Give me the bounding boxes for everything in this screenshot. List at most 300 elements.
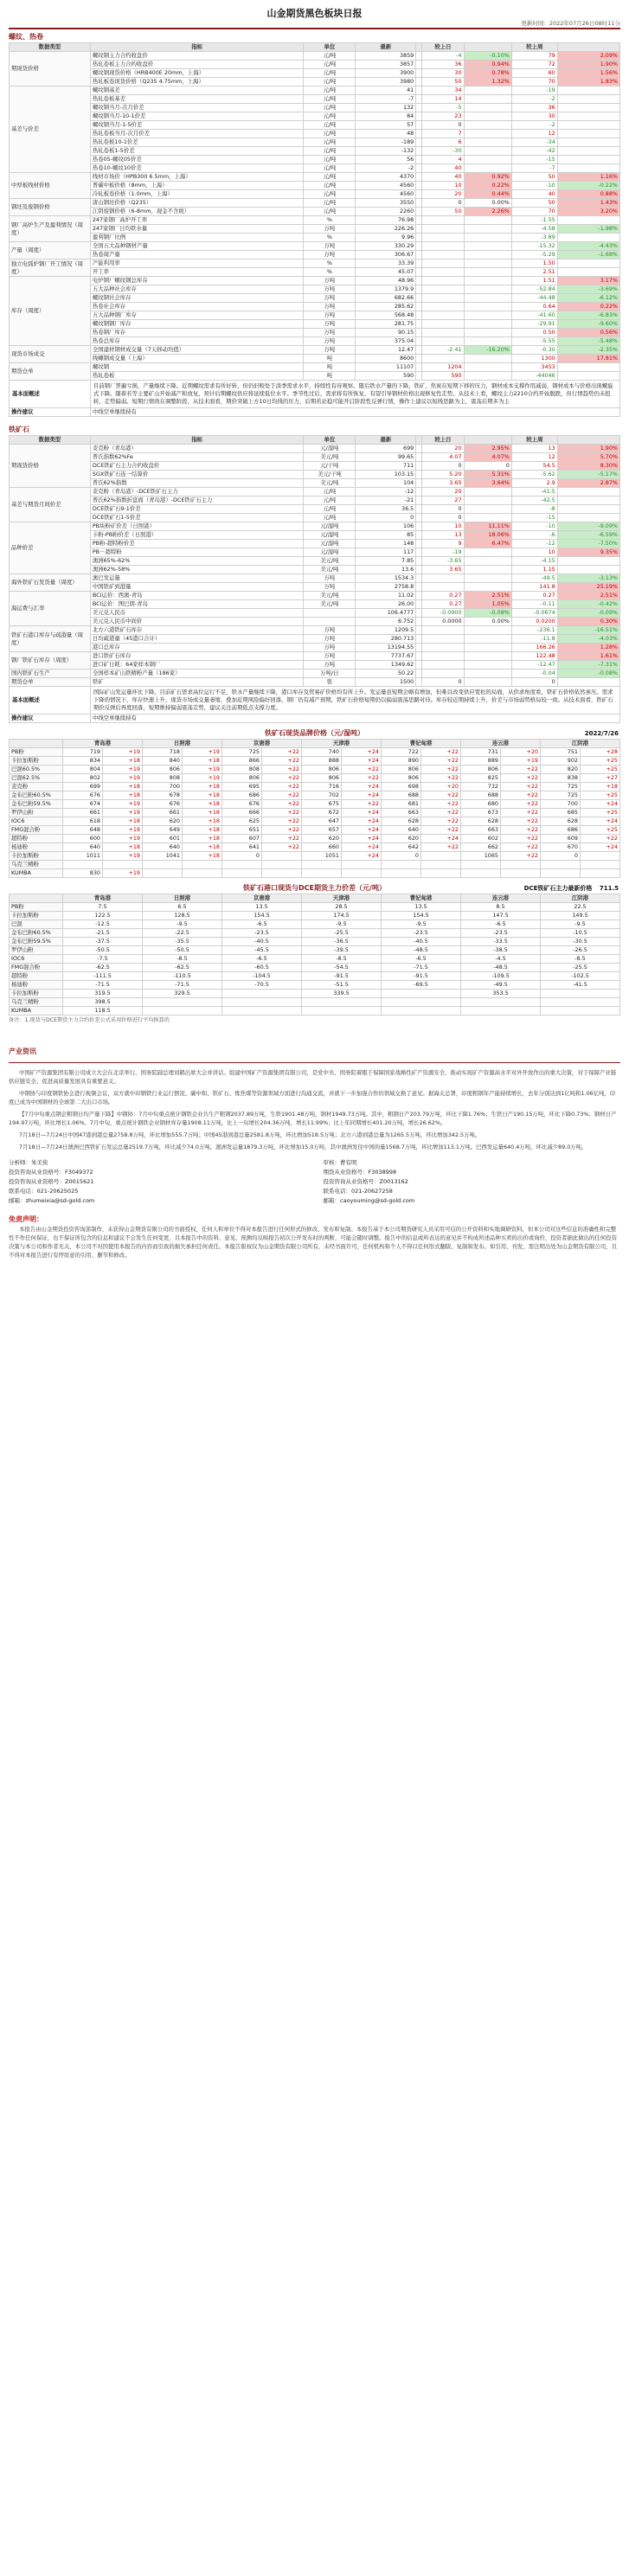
iron-daily-change: 10 [422, 522, 464, 531]
port-price-change: +22 [501, 791, 541, 800]
steel-weekly-change: -4.58 [511, 225, 557, 234]
port-price-value [302, 869, 342, 878]
brand-col-header [10, 894, 63, 903]
steel-unit: 万吨 [304, 285, 356, 294]
brand-name: 超特粉 [10, 972, 63, 981]
steel-weekly-pct: -1.68% [557, 251, 619, 260]
steel-indicator: 热轧卷板1-5价差 [90, 147, 304, 156]
steel-daily-change [422, 216, 464, 225]
steel-weekly-change: 1.51 [511, 277, 557, 285]
steel-weekly-pct [557, 112, 619, 121]
spacer-cell [416, 635, 422, 644]
steel-daily-pct: 0.00% [464, 199, 511, 208]
iron-weekly-change: -8 [511, 505, 557, 514]
port-price-value: 740 [302, 748, 342, 757]
port-price-row [10, 757, 620, 766]
port-basis-value: -48.5 [382, 946, 461, 955]
port-price-value: 663 [382, 809, 421, 817]
iron-daily-pct [464, 583, 511, 592]
steel-unit: 万吨 [304, 242, 356, 251]
port-price-value: 699 [63, 783, 103, 791]
port-price-change: +22 [262, 800, 302, 809]
port-price-value: 602 [461, 835, 501, 843]
port-price-change: +22 [501, 843, 541, 852]
iron-latest: 106.4777 [356, 609, 416, 618]
port-price-value: 0 [541, 852, 581, 861]
iron-daily-change: 3.65 [422, 566, 464, 574]
port-price-change: +22 [262, 766, 302, 774]
port-price-value: 686 [541, 826, 581, 835]
analyst-license-2: 投资咨询从业资格号：Z0015621 [9, 1178, 94, 1185]
port-basis-value: -7.5 [63, 955, 143, 964]
iron-daily-pct [464, 626, 511, 635]
iron-indicator: 铁矿 [90, 678, 304, 687]
steel-unit: 元/吨 [304, 95, 356, 104]
analyst-email[interactable]: 邮箱：zhumeixia@sd-gold.com [9, 1197, 95, 1204]
steel-latest: 281.75 [356, 320, 416, 329]
iron-weekly-change: -15 [511, 514, 557, 522]
spacer-cell [416, 138, 422, 147]
iron-latest: 99.65 [356, 453, 416, 462]
iron-weekly-pct [557, 505, 619, 514]
spacer-cell [416, 277, 422, 285]
port-price-value: 806 [461, 766, 501, 774]
iron-trade-label: 操作建议 [10, 714, 91, 723]
spacer-cell [416, 618, 422, 626]
report-title: 山金期货黑色板块日报 [266, 8, 363, 19]
steel-weekly-change: -42 [511, 147, 557, 156]
port-basis-row [10, 929, 620, 938]
port-price-value: 676 [143, 800, 183, 809]
port-basis-value: 339.5 [302, 990, 382, 998]
iron-daily-change: 5.20 [422, 471, 464, 479]
port-price-date: 2022/7/26 [584, 730, 619, 737]
port-price-change: +22 [501, 800, 541, 809]
brand-name: 金布巴粉59.5% [10, 800, 63, 809]
spacer-cell [416, 652, 422, 661]
port-basis-value: -48.5 [461, 964, 541, 972]
steel-unit: 万吨 [304, 320, 356, 329]
steel-daily-change: 0 [422, 199, 464, 208]
steel-weekly-pct [557, 130, 619, 138]
port-price-value: 675 [302, 800, 342, 809]
steel-weekly-change: 70 [511, 208, 557, 216]
port-price-table [9, 739, 620, 878]
iron-weekly-change: 13 [511, 445, 557, 453]
iron-data-row [10, 609, 620, 618]
steel-daily-change: -30 [422, 147, 464, 156]
steel-indicator: 冷轧板卷价格（1.0mm，上海） [90, 190, 304, 199]
iron-indicator: 普氏62%指数折盘面（青岛港）-DCE铁矿石主力 [90, 497, 304, 505]
port-price-header [10, 740, 620, 748]
industry-paragraph: 中国矿产资源集团有限公司成立大会在北京举行。国务院副总理刘鹤出席大会并讲话。组建中国矿产资源集团有限公司，是党中央、国务院着眼于保障国家战略性矿产资源安全，推动实现矿产资源高水平对外开放作出的重大决策，对于保障产业链供应链安全、促进高质量发展具有重要意义。 [9, 1069, 617, 1085]
iron-unit: 美元/吨 [304, 453, 356, 462]
steel-weekly-change: 36 [511, 104, 557, 112]
port-price-change: +22 [501, 852, 541, 861]
port-basis-value: -36.5 [302, 938, 382, 946]
port-basis-value: -50.5 [63, 946, 143, 955]
spacer-cell [416, 69, 422, 78]
port-price-change: +19 [103, 774, 143, 783]
steel-unit: % [304, 234, 356, 242]
steel-unit: 元/吨 [304, 112, 356, 121]
reviewer-email[interactable]: 邮箱：caoyouming@sd-gold.com [323, 1197, 415, 1204]
port-price-change: +22 [262, 748, 302, 757]
steel-data-row [10, 329, 620, 337]
port-basis-value: -9.5 [143, 920, 222, 929]
brand-name: FMG混合粉 [10, 826, 63, 835]
port-basis-value: -62.5 [63, 964, 143, 972]
port-basis-value: 28.5 [302, 903, 382, 912]
port-price-change: +22 [421, 800, 461, 809]
steel-data-row [10, 138, 620, 147]
port-price-value: 660 [302, 843, 342, 852]
steel-indicator: 产能利用率 [90, 260, 304, 268]
brand-col-header [10, 740, 63, 748]
port-basis-value: -25.5 [302, 929, 382, 938]
steel-daily-pct [464, 121, 511, 130]
iron-daily-pct: 1.05% [464, 600, 511, 609]
brand-name: KUMBA [10, 869, 63, 878]
port-basis-value: -60.5 [222, 964, 302, 972]
port-price-value: 676 [222, 800, 262, 809]
iron-daily-pct [464, 488, 511, 497]
steel-daily-change [422, 277, 464, 285]
steel-weekly-change: 2.51 [511, 268, 557, 277]
port-basis-value: -6.5 [222, 920, 302, 929]
spacer-cell [416, 609, 422, 618]
steel-latest: 4370 [356, 173, 416, 182]
steel-latest: 568.48 [356, 311, 416, 320]
spacer-cell [416, 78, 422, 87]
steel-daily-pct [464, 260, 511, 268]
steel-daily-pct: 0.78% [464, 69, 511, 78]
steel-data-row [10, 156, 620, 164]
steel-unit: 万吨 [304, 337, 356, 346]
iron-daily-pct [464, 566, 511, 574]
steel-latest: 33.39 [356, 260, 416, 268]
port-price-change: +19 [183, 774, 222, 783]
port-price-change: +18 [183, 826, 222, 835]
steel-weekly-pct: -4.43% [557, 242, 619, 251]
steel-weekly-pct: 2.09% [557, 52, 619, 61]
steel-data-row [10, 311, 620, 320]
port-price-change [501, 861, 541, 869]
port-basis-value: 128.5 [143, 912, 222, 920]
port-price-value: 670 [541, 843, 581, 852]
port-price-value: 1051 [302, 852, 342, 861]
steel-latest: 3857 [356, 61, 416, 69]
port-basis-value: -109.5 [461, 972, 541, 981]
spacer-cell [416, 173, 422, 182]
steel-indicator: 螺纹钢当月-1-5价差 [90, 121, 304, 130]
steel-indicator: 螺纹钢当月-10-1价差 [90, 112, 304, 121]
port-price-value: 609 [541, 835, 581, 843]
iron-trade-text: 中线空单继续持有 [90, 714, 619, 723]
steel-unit: % [304, 216, 356, 225]
iron-indicator: PB块粉矿价差（日照港） [90, 522, 304, 531]
steel-basic-row [10, 381, 620, 408]
iron-unit: 万吨 [304, 635, 356, 644]
steel-indicator: 螺纹钢主力合约收盘价 [90, 52, 304, 61]
iron-unit: 美元/吨 [304, 566, 356, 574]
port-price-change: +18 [183, 800, 222, 809]
steel-indicator: 唐山钢坯价格（Q235） [90, 199, 304, 208]
steel-weekly-change: -15.32 [511, 242, 557, 251]
iron-weekly-change: -236.1 [511, 626, 557, 635]
port-price-value [382, 861, 421, 869]
analyst-name: 分析师：朱美侠 [9, 1159, 48, 1166]
spacer-cell [416, 208, 422, 216]
steel-daily-pct [464, 164, 511, 173]
spacer-cell [416, 190, 422, 199]
port-price-change: +24 [342, 783, 382, 791]
iron-daily-pct [464, 574, 511, 583]
spacer-cell [416, 303, 422, 311]
steel-weekly-change: -3.89 [511, 234, 557, 242]
steel-daily-pct [464, 216, 511, 225]
iron-indicator: DCE铁矿石1-5价差 [90, 514, 304, 522]
steel-weekly-pct [557, 372, 619, 381]
port-price-row [10, 835, 620, 843]
steel-daily-change: -4 [422, 52, 464, 61]
steel-weekly-pct: 0.88% [557, 190, 619, 199]
industry-paragraph: 【7月中旬重点钢企粗钢日均产量下降】中钢协：7月中旬重点统计钢铁企业共生产粗钢2037.89万吨，生铁1901.48万吨，钢材1949.73万吨。其中，粗钢日产203.79万吨，环比下降1.76%；生铁日产190.15万吨，环比下降0.73%；钢材日产194.97万吨，环比增长1.06%。7月中旬，重点统计钢铁企业钢材库存量1908.11万吨，比上一旬增长204.36万吨，增长11.99%；比上年同期增长401.20万吨，增长26.62%。 [9, 1111, 617, 1126]
steel-unit: 元/吨 [304, 156, 356, 164]
port-price-change: +22 [421, 748, 461, 757]
port-price-row [10, 817, 620, 826]
port-price-change: +24 [421, 835, 461, 843]
iron-weekly-pct: -0.42% [557, 600, 619, 609]
port-basis-value: 174.5 [302, 912, 382, 920]
port-basis-value: -41.5 [541, 981, 620, 990]
steel-indicator: 线螺钢成交量（上海） [90, 355, 304, 363]
steel-latest: 45.07 [356, 268, 416, 277]
iron-indicator: 全国样本矿山铁精粉产量（186家） [90, 670, 304, 678]
iron-latest: 148 [356, 540, 416, 548]
port-price-change: +19 [103, 869, 143, 878]
spacer-cell [416, 320, 422, 329]
brand-name: 巴混 [10, 920, 63, 929]
steel-weekly-change: 12 [511, 130, 557, 138]
port-basis-value: -71.5 [382, 964, 461, 972]
steel-weekly-change: -44.48 [511, 294, 557, 303]
port-basis-row [10, 990, 620, 998]
iron-daily-pct: 6.47% [464, 540, 511, 548]
iron-indicator: DCE铁矿石9-1价差 [90, 505, 304, 514]
iron-daily-change: 3.65 [422, 479, 464, 488]
port-price-change [421, 861, 461, 869]
port-price-change: +19 [103, 826, 143, 835]
port-basis-value: 6.5 [143, 903, 222, 912]
iron-weekly-pct: 1.90% [557, 445, 619, 453]
steel-daily-pct [464, 147, 511, 156]
port-basis-value: 22.5 [541, 903, 620, 912]
iron-weekly-pct: 2.87% [557, 479, 619, 488]
iron-group-label: 期现货价格 [10, 445, 91, 488]
steel-unit: 万吨 [304, 225, 356, 234]
steel-weekly-pct: 1.90% [557, 61, 619, 69]
steel-data-row [10, 337, 620, 346]
port-basis-value: -51.5 [302, 981, 382, 990]
steel-data-row [10, 52, 620, 61]
iron-data-row [10, 635, 620, 644]
steel-weekly-pct: -0.22% [557, 182, 619, 190]
steel-unit: 元/吨 [304, 190, 356, 199]
port-price-value: 834 [63, 757, 103, 766]
port-basis-row [10, 998, 620, 1007]
port-price-change: +28 [581, 748, 620, 757]
steel-daily-change: 50 [422, 78, 464, 87]
iron-unit: 元/吨 [304, 497, 356, 505]
iron-daily-change [422, 635, 464, 644]
steel-data-row [10, 303, 620, 311]
steel-unit: 万吨 [304, 311, 356, 320]
iron-data-row [10, 488, 620, 497]
port-price-value [143, 861, 183, 869]
port-price-value: 625 [222, 817, 262, 826]
port-basis-value: -104.5 [222, 972, 302, 981]
steel-latest: 41 [356, 87, 416, 95]
port-price-value: 663 [461, 826, 501, 835]
brand-name: KUMBA [10, 1007, 63, 1016]
port-basis-value: 7.5 [63, 903, 143, 912]
dce-latest-label: DCE铁矿石主力最新价格 [523, 885, 593, 892]
steel-data-row [10, 277, 620, 285]
port-price-change [342, 869, 382, 878]
steel-weekly-pct [557, 234, 619, 242]
spacer-cell [416, 548, 422, 557]
iron-daily-pct [464, 661, 511, 670]
industry-paragraph: 中钢协与印度钢铁协会进行视频会议，双方就中印钢铁行业运行情况、碳中和、铁矿石、炼焦煤等资源领域方面进行沟通交流，并就下一步加强合作的领域交换了意见。据海关总署，印度粗钢年产能持续增长，去年分别达到1亿吨和1.06亿吨，印度已成为中国钢材的全球第二大出口市场。 [9, 1090, 616, 1105]
iron-daily-change: 20 [422, 445, 464, 453]
iron-data-row [10, 557, 620, 566]
steel-group-label: 现货市场成交 [10, 346, 91, 363]
iron-indicator: 进口铁矿石库存 [90, 652, 304, 661]
iron-latest: 1209.5 [356, 626, 416, 635]
port-price-change [183, 869, 222, 878]
spacer-cell [416, 260, 422, 268]
port-price-value: 802 [63, 774, 103, 783]
steel-group-label: 基差与价差 [10, 87, 91, 173]
port-price-value: 618 [63, 817, 103, 826]
brand-name: 金布巴粉60.5% [10, 929, 63, 938]
port-basis-value: -39.5 [302, 946, 382, 955]
port-price-change: +18 [183, 835, 222, 843]
iron-data-row [10, 471, 620, 479]
steel-daily-change: 40 [422, 164, 464, 173]
port-price-change [103, 861, 143, 869]
steel-weekly-pct: 1.16% [557, 173, 619, 182]
iron-col-header: 数据类型 [10, 436, 91, 445]
port-price-change [421, 852, 461, 861]
brand-name: 巴混62.5% [10, 774, 63, 783]
port-price-change: +18 [183, 809, 222, 817]
port-price-value: 607 [222, 835, 262, 843]
port-basis-value [382, 998, 461, 1007]
spacer-cell [416, 199, 422, 208]
iron-weekly-pct: 2.51% [557, 592, 619, 600]
steel-data-row [10, 69, 620, 78]
port-price-row [10, 843, 620, 852]
port-price-change: +22 [501, 774, 541, 783]
iron-daily-change [422, 670, 464, 678]
spacer-cell [416, 242, 422, 251]
port-price-value: 840 [143, 757, 183, 766]
steel-indicator: 热卷总库存 [90, 337, 304, 346]
brand-name: 卡拉加斯粉 [10, 990, 63, 998]
spacer-cell [416, 514, 422, 522]
brand-name: 杨迪粉 [10, 843, 63, 852]
iron-group-label: 品种价差 [10, 522, 91, 574]
iron-daily-pct [464, 635, 511, 644]
port-price-value: 641 [222, 843, 262, 852]
iron-latest: 1349.62 [356, 661, 416, 670]
port-price-change: +24 [342, 852, 382, 861]
steel-group-label: 独立电弧炉钢厂开工情况（周度） [10, 260, 91, 277]
iron-unit: 美元/吨 [304, 557, 356, 566]
iron-group-label: 海外铁矿石发货量（周度） [10, 574, 91, 592]
steel-basic-text: 目前钢厂普遍亏损，产量继续下降。近期螺纹需求有所好转，但仍旧較处于淡季需求水平，持续性有待观察。随后铁水产量的下降，铁矿，焦炭在短期下移的压力，钢材成本支撑作用减弱，钢材成本与价格出现螺旋式下降。随着若等主要矿山开始减产和放复，预计后期螺纹供应将延续低位水平。季节性过后，需求将有所恢复，有望引导钢材价格出现修复性走势。从技术上看，螺纹主力2210合约开始脱跌，但行情趋势仍未扭转，走势偏弱。短期行情尚在调整阶段，从技术面看，期价突破上方10日均线的压力，后期若站稳可能开启阶段性反弹行情，操作上建议以短线思路为主，震荡后期多为主 [90, 381, 619, 408]
port-price-value: 0 [222, 852, 262, 861]
iron-weekly-change: -4.15 [511, 557, 557, 566]
steel-basic-label: 基本面概述 [10, 381, 91, 408]
brand-name: 罗伊山粉 [10, 809, 63, 817]
port-price-value: 806 [143, 766, 183, 774]
iron-daily-change: 0 [422, 514, 464, 522]
iron-indicator: PB粉-超特粉价差 [90, 540, 304, 548]
port-price-change: +22 [262, 826, 302, 835]
iron-weekly-pct: -0.08% [557, 670, 619, 678]
port-basis-row [10, 981, 620, 990]
steel-data-row [10, 190, 620, 199]
steel-weekly-pct: 0.56% [557, 329, 619, 337]
port-price-value: 722 [382, 748, 421, 757]
port-price-value: 808 [143, 774, 183, 783]
steel-daily-change: 7 [422, 130, 464, 138]
spacer-cell [416, 540, 422, 548]
port-basis-value: -8.5 [143, 955, 222, 964]
steel-latest: 84 [356, 112, 416, 121]
steel-indicator: 热轧卷板当月-次月价差 [90, 130, 304, 138]
port-price-value: 640 [63, 843, 103, 852]
steel-weekly-change: -41.60 [511, 311, 557, 320]
port-price-change: +18 [103, 843, 143, 852]
port-basis-value: -71.5 [63, 981, 143, 990]
iron-weekly-pct [557, 497, 619, 505]
steel-indicator: 热轧卷板 [90, 372, 304, 381]
port-price-change: +25 [581, 809, 620, 817]
port-basis-value: 13.5 [382, 903, 461, 912]
port-price-change: +18 [183, 843, 222, 852]
steel-latest: 4560 [356, 182, 416, 190]
steel-latest: 306.67 [356, 251, 416, 260]
steel-weekly-change: 50 [511, 173, 557, 182]
iron-weekly-change: -41.5 [511, 488, 557, 497]
port-basis-value: 154.5 [382, 912, 461, 920]
iron-daily-change: 20 [422, 488, 464, 497]
iron-latest: 1534.3 [356, 574, 416, 583]
iron-weekly-change: -10 [511, 522, 557, 531]
brand-name: 金布巴粉59.5% [10, 938, 63, 946]
steel-weekly-pct [557, 138, 619, 147]
steel-weekly-change: -7 [511, 164, 557, 173]
iron-daily-change: -0.0900 [422, 609, 464, 618]
steel-weekly-change: 1.50 [511, 260, 557, 268]
port-price-value: 628 [382, 817, 421, 826]
steel-daily-change: 10 [422, 182, 464, 190]
iron-data-row [10, 445, 620, 453]
